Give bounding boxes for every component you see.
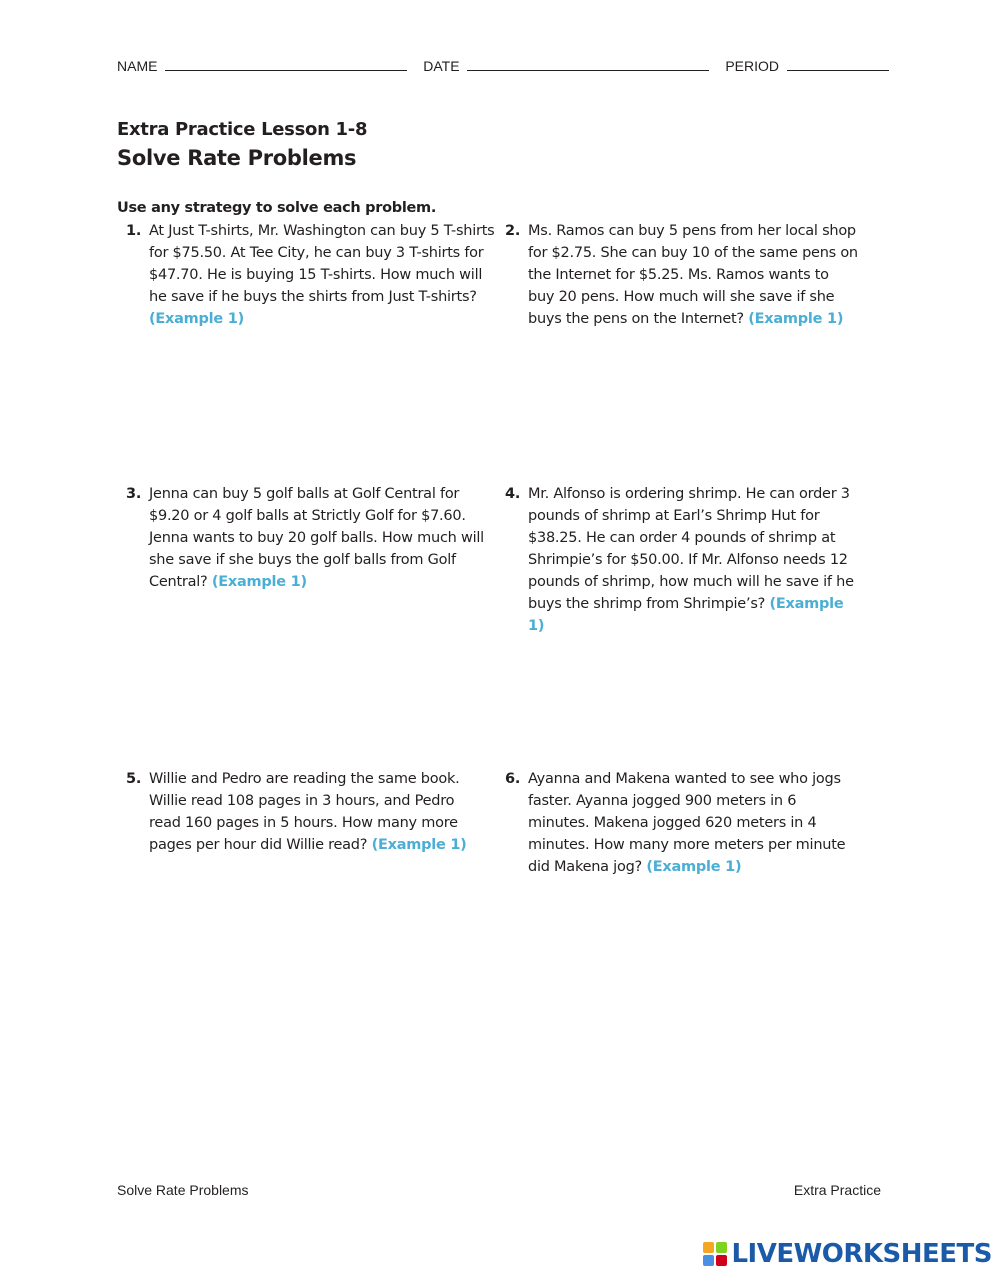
student-info-header (117, 58, 897, 74)
footer-lesson-name: Solve Rate Problems (117, 1182, 249, 1198)
date-label: DATE (423, 58, 460, 74)
problem-text: Ms. Ramos can buy 5 pens from her local shop for $2.75. She can buy 10 of the same pens on the Internet for $5.25. Ms. Ramos wants to buy 20 pens. How much will she save if she buys the pens on the Internet? (528, 223, 858, 327)
problem-3 (126, 483, 494, 593)
example-reference: (Example 1) (748, 311, 844, 327)
instructions: Use any strategy to solve each problem. (117, 200, 437, 216)
name-field[interactable] (165, 58, 407, 71)
name-label: NAME (117, 58, 158, 74)
period-label: PERIOD (725, 58, 780, 74)
example-reference: (Example 1) (149, 311, 244, 327)
problem-number: 5. (126, 771, 142, 787)
problem-number: 3. (126, 486, 142, 502)
logo-blocks-icon (703, 1242, 727, 1266)
date-field[interactable] (467, 58, 709, 71)
logo-block (716, 1255, 727, 1266)
logo-block (703, 1255, 714, 1266)
footer-section-name: Extra Practice (793, 1182, 881, 1198)
problem-number: 2. (505, 223, 521, 239)
problem-text: At Just T-shirts, Mr. Washington can buy 5 T-shirts for $75.50. At Tee City, he can buy 3 T-shirts for $47.70. He is buying 15 T-shirts. How much will he save if he buys the shirts from Just T-shirts? (149, 223, 495, 305)
problem-text: Ayanna and Makena wanted to see who jogs faster. Ayanna jogged 900 meters in 6 minutes. Makena jogged 620 meters in 4 minutes. How many more meters per minute did Makena jog? (528, 771, 846, 875)
problem-text: Willie and Pedro are reading the same book. Willie read 108 pages in 3 hours, and Pedro read 160 pages in 5 hours. How many more pages per hour did Willie read? (149, 771, 460, 853)
example-reference: (Example 1) (528, 596, 844, 634)
liveworksheets-logo (703, 1238, 992, 1270)
problem-number: 4. (505, 486, 521, 502)
lesson-label: Extra Practice Lesson 1-8 (117, 119, 368, 140)
problem-text: Mr. Alfonso is ordering shrimp. He can order 3 pounds of shrimp at Earl’s Shrimp Hut for $38.25. He can order 4 pounds of shrimp at Shrimpie’s for $50.00. If Mr. Alfonso needs 12 pounds of shrimp, how much will he save if he buys the shrimp from Shrimpie’s? (528, 486, 854, 612)
problem-number: 6. (505, 771, 521, 787)
problem-2 (505, 220, 858, 330)
example-reference: (Example 1) (646, 859, 742, 875)
logo-block (703, 1242, 714, 1253)
logo-text: LIVEWORKSHEETS (731, 1239, 992, 1269)
problem-number: 1. (126, 223, 142, 239)
problem-4 (505, 483, 858, 637)
problem-6 (505, 768, 848, 878)
page-title: Solve Rate Problems (117, 146, 357, 170)
logo-block (716, 1242, 727, 1253)
problem-5 (126, 768, 489, 856)
period-field[interactable] (787, 58, 889, 71)
problem-1 (126, 220, 499, 330)
example-reference: (Example 1) (211, 574, 307, 590)
example-reference: (Example 1) (371, 837, 467, 853)
problem-text: Jenna can buy 5 golf balls at Golf Central for $9.20 or 4 golf balls at Strictly Golf for $7.60. Jenna wants to buy 20 golf balls. How much will she save if she buys the golf balls from Golf Central? (149, 486, 484, 590)
